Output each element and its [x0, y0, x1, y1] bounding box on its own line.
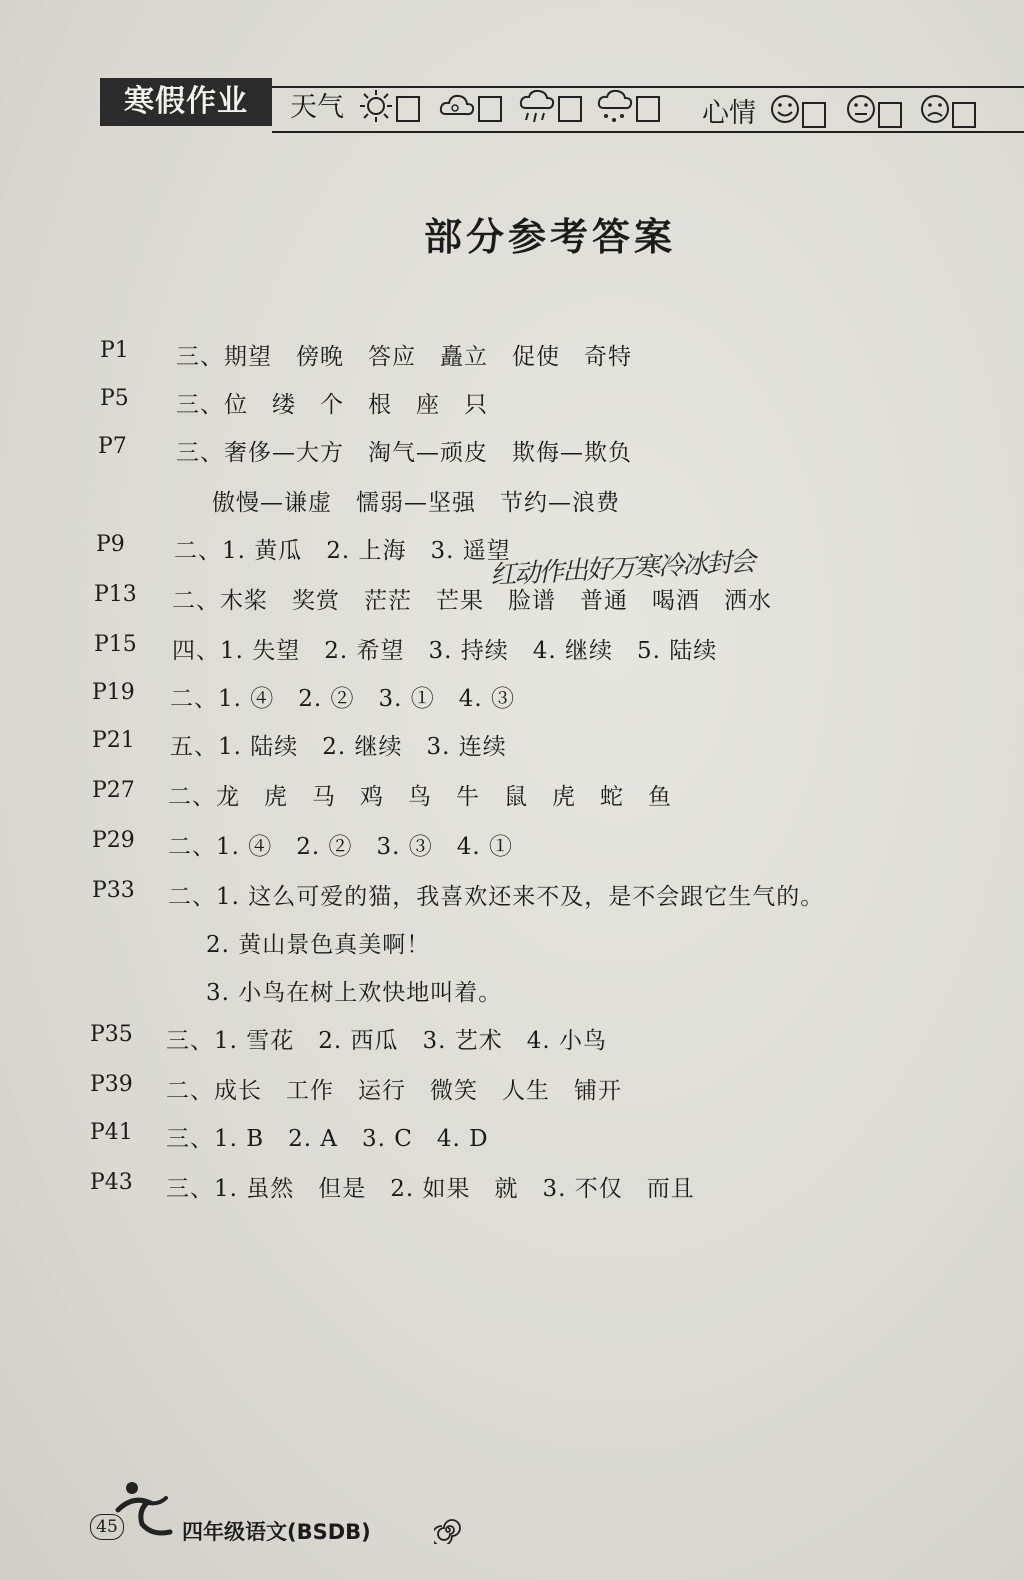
answer-text: 四、1. 失望 2. 希望 3. 持续 4. 继续 5. 陆续 [172, 638, 718, 664]
mood-checkbox-neutral[interactable] [878, 102, 902, 128]
page-ref: P15 [94, 632, 137, 657]
answer-text: 三、期望 傍晚 答应 矗立 促使 奇特 [176, 344, 632, 370]
smile-face-icon [768, 92, 802, 126]
answer-text: 傲慢—谦虚 懦弱—坚强 节约—浪费 [212, 490, 620, 516]
answer-text: 二、1. ④ 2. ② 3. ③ 4. ① [168, 834, 514, 860]
answer-text: 二、木桨 奖赏 茫茫 芒果 脸谱 普通 喝酒 洒水 [172, 588, 772, 614]
answer-text: 二、成长 工作 运行 微笑 人生 铺开 [166, 1078, 622, 1104]
answer-text: 三、1. 雪花 2. 西瓜 3. 艺术 4. 小鸟 [166, 1028, 608, 1054]
page-title: 部分参考答案 [423, 215, 676, 259]
page-ref: P29 [92, 828, 135, 853]
page-ref: P35 [90, 1022, 133, 1047]
cloudy-icon [438, 88, 476, 124]
mood-checkbox-happy[interactable] [802, 102, 826, 128]
rain-icon [518, 88, 556, 126]
page-ref: P13 [94, 582, 137, 607]
page-number: 45 [90, 1514, 124, 1540]
brand-label: 寒假作业 [100, 78, 272, 126]
mood-checkbox-sad[interactable] [952, 102, 976, 128]
page-ref: P43 [90, 1170, 133, 1195]
page-ref: P19 [92, 680, 135, 705]
page-ref: P7 [98, 434, 127, 459]
page-ref: P27 [92, 778, 135, 803]
page-ref: P33 [92, 878, 135, 903]
sun-icon [358, 88, 394, 124]
weather-checkbox-rain[interactable] [558, 96, 582, 122]
answer-text: 3. 小鸟在树上欢快地叫着。 [206, 980, 503, 1006]
handwritten-note: 红动作出好万寒冷冰封会 [489, 547, 755, 591]
answer-text: 三、1. 虽然 但是 2. 如果 就 3. 不仅 而且 [166, 1176, 695, 1202]
mood-label: 心情 [702, 98, 756, 129]
answer-text: 2. 黄山景色真美啊！ [206, 932, 431, 958]
sad-face-icon [918, 92, 952, 126]
weather-checkbox-cloudy[interactable] [478, 96, 502, 122]
page-ref: P41 [90, 1120, 133, 1145]
header-bottom-rule [272, 131, 1024, 133]
answer-text: 五、1. 陆续 2. 继续 3. 连续 [170, 734, 507, 760]
answer-text: 二、1. 这么可爱的猫，我喜欢还来不及，是不会跟它生气的。 [168, 884, 825, 910]
neutral-face-icon [844, 92, 878, 126]
page-ref: P5 [100, 386, 129, 411]
answer-text: 二、1. 黄瓜 2. 上海 3. 遥望 [174, 538, 511, 564]
footer [90, 1500, 490, 1550]
page-ref: P9 [96, 532, 125, 557]
spiral-icon [434, 1516, 462, 1544]
answer-text: 三、1. B 2. A 3. C 4. D [166, 1126, 489, 1152]
answer-text: 三、奢侈—大方 淘气—顽皮 欺侮—欺负 [176, 440, 632, 466]
answer-text: 二、龙 虎 马 鸡 鸟 牛 鼠 虎 蛇 鱼 [168, 784, 672, 810]
page-ref: P21 [92, 728, 135, 753]
weather-label: 天气 [290, 92, 344, 123]
answer-text: 二、1. ④ 2. ② 3. ① 4. ③ [170, 686, 516, 712]
snow-icon [596, 88, 634, 126]
weather-checkbox-snow[interactable] [636, 96, 660, 122]
footer-text: 四年级语文(BSDB) [182, 1520, 371, 1544]
answer-text: 三、位 缕 个 根 座 只 [176, 392, 488, 418]
weather-checkbox-sunny[interactable] [396, 96, 420, 122]
page-ref: P39 [90, 1072, 133, 1097]
header-banner [100, 76, 1010, 138]
page-ref: P1 [100, 338, 129, 363]
